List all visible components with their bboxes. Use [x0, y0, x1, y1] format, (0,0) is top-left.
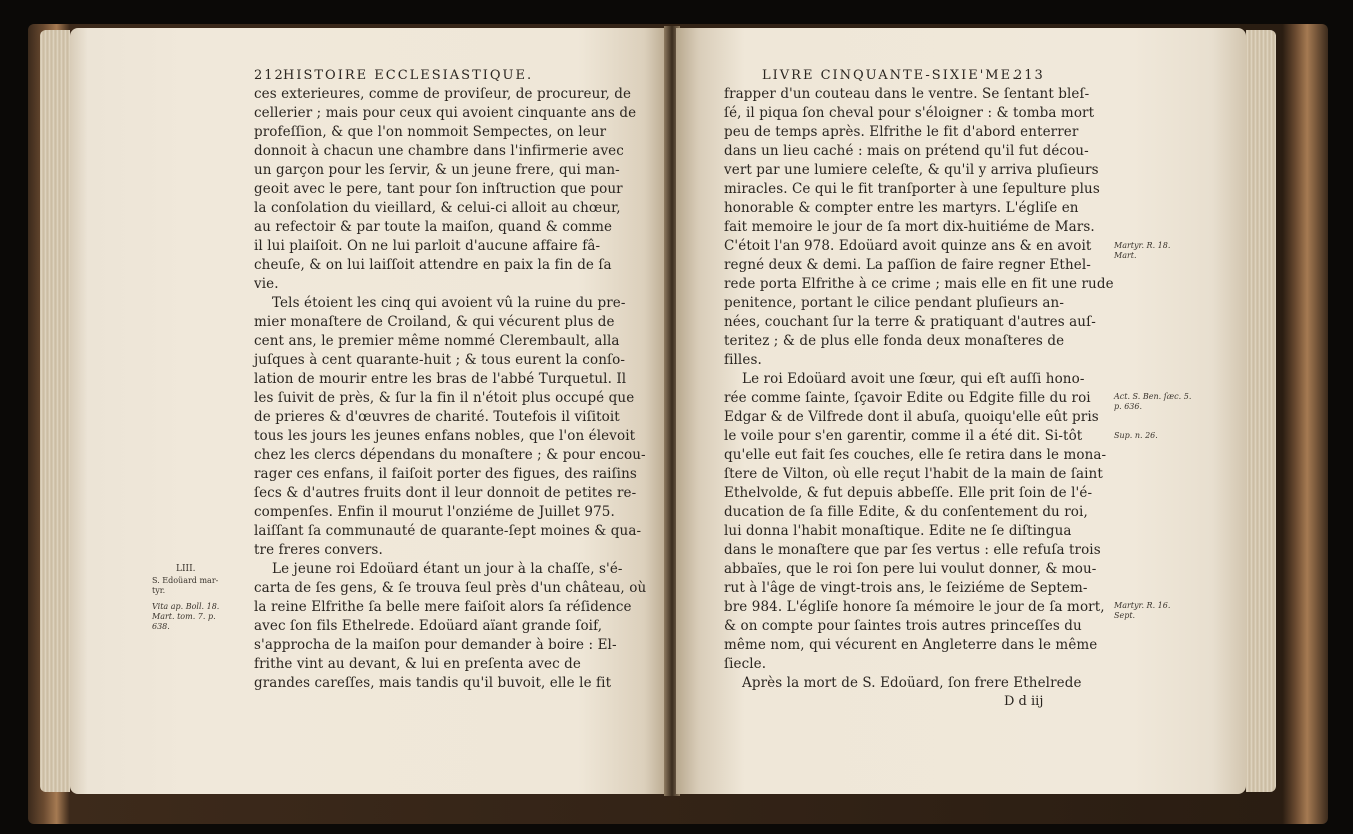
text-line: grandes careſſes, mais tandis qu'il buvoit, elle le fit	[254, 675, 612, 691]
margin-note-reference: Vita ap. Boll. 18.	[152, 602, 220, 611]
text-line: mier monaſtere de Croiland, & qui vécurent plus de	[254, 314, 615, 330]
text-line: juſques à cent quarante-huit ; & tous eurent la conſo-	[254, 352, 625, 368]
text-line: Le roi Edoüard avoit une ſœur, qui eſt auſſi hono-	[742, 371, 1085, 387]
margin-note-subject: tyr.	[152, 586, 166, 595]
left-page-edges	[40, 30, 70, 792]
text-line: ſé, il piqua ſon cheval pour s'éloigner : & tomba mort	[724, 105, 1095, 121]
text-line: penitence, portant le cilice pendant pluſieurs an-	[724, 295, 1065, 311]
text-line: qu'elle eut fait ſes couches, elle ſe retira dans le mona-	[724, 447, 1107, 463]
text-line: même nom, qui vécurent en Angleterre dans le même	[724, 637, 1098, 653]
text-line: Edgar & de Vilfrede dont il abuſa, quoiqu'elle eût pris	[724, 409, 1099, 425]
text-line: lation de mourir entre les bras de l'abbé Turquetul. Il	[254, 371, 627, 387]
text-line: vert par une lumiere celeſte, & qu'il y arriva pluſieurs	[724, 162, 1099, 178]
margin-note-reference: Martyr. R. 18.	[1114, 241, 1171, 250]
margin-note-reference: Sept.	[1114, 611, 1136, 620]
text-line: le voile pour s'en garentir, comme il a été dit. Si-tôt	[724, 428, 1083, 444]
text-line: miracles. Ce qui le fit tranſporter à une ſepulture plus	[724, 181, 1100, 197]
margin-note-reference: Act. S. Ben. ſæc. 5.	[1114, 392, 1192, 401]
margin-note-reference: p. 636.	[1114, 402, 1143, 411]
text-line: cheuſe, & on lui laiſſoit attendre en paix la fin de ſa	[254, 257, 612, 273]
left-running-title: HISTOIRE ECCLESIASTIQUE.	[283, 68, 534, 83]
right-page-edges	[1246, 30, 1276, 792]
margin-note-reference: Sup. n. 26.	[1114, 431, 1158, 440]
text-line: honorable & compter entre les martyrs. L'égliſe en	[724, 200, 1079, 216]
text-line: frithe vint au devant, & lui en preſenta avec de	[254, 656, 581, 672]
text-line: teritez ; & de plus elle fonda deux monaſteres de	[724, 333, 1065, 349]
text-line: rée comme ſainte, ſçavoir Edite ou Edgite fille du roi	[724, 390, 1091, 406]
margin-note-subject: S. Edoüard mar-	[152, 576, 219, 585]
text-line: vie.	[254, 276, 279, 292]
text-line: donnoit à chacun une chambre dans l'infirmerie avec	[254, 143, 624, 159]
text-line: fait memoire le jour de ſa mort dix-huitiéme de Mars.	[724, 219, 1095, 235]
text-line: compenſes. Enfin il mourut l'onziéme de Juillet 975.	[254, 504, 615, 520]
text-line: nées, couchant ſur la terre & pratiquant d'autres auſ-	[724, 314, 1096, 330]
text-line: bre 984. L'égliſe honore ſa mémoire le jour de ſa mort,	[724, 599, 1105, 615]
margin-note-reference: Mart. tom. 7. p.	[152, 612, 216, 621]
text-line: laiſſant ſa communauté de quarante-ſept moines & qua-	[254, 523, 642, 539]
text-line: peu de temps après. Elfrithe le fit d'abord enterrer	[724, 124, 1079, 140]
text-line: ces exterieures, comme de proviſeur, de procureur, de	[254, 86, 632, 102]
right-page-number: 213	[1014, 68, 1045, 83]
text-line: rut à l'âge de vingt-trois ans, le ſeiziéme de Septem-	[724, 580, 1088, 596]
text-line: Ethelvolde, & fut depuis abbeſſe. Elle prit ſoin de l'é-	[724, 485, 1093, 501]
text-line: Le jeune roi Edoüard étant un jour à la chaſſe, s'é-	[272, 561, 623, 577]
text-line: il lui plaiſoit. On ne lui parloit d'aucune affaire fâ-	[254, 238, 601, 254]
text-line: C'étoit l'an 978. Edoüard avoit quinze ans & en avoit	[724, 238, 1092, 254]
text-line: dans le monaſtere que par ſes vertus : elle refuſa trois	[724, 542, 1101, 558]
right-page	[676, 28, 1246, 794]
text-line: avec ſon fils Ethelrede. Edoüard aïant grande ſoif,	[254, 618, 603, 634]
text-line: cellerier ; mais pour ceux qui avoient cinquante ans de	[254, 105, 637, 121]
text-line: de prieres & d'œuvres de charité. Toutefois il viſitoit	[254, 409, 620, 425]
text-line: lui donna l'habit monaſtique. Edite ne ſe diſtingua	[724, 523, 1072, 539]
text-line: dans un lieu caché : mais on prétend qu'il fut décou-	[724, 143, 1089, 159]
text-line: ſtere de Vilton, où elle reçut l'habit de la main de ſaint	[724, 466, 1103, 482]
text-line: & on compte pour ſaintes trois autres princeſſes du	[724, 618, 1082, 634]
right-running-title: LIVRE CINQUANTE-SIXIE'ME.	[762, 68, 1019, 83]
text-line: la conſolation du vieillard, & celui-ci alloit au chœur,	[254, 200, 621, 216]
text-line: cent ans, le premier même nommé Clerembault, alla	[254, 333, 620, 349]
text-line: Tels étoient les cinq qui avoient vû la ruine du pre-	[272, 295, 626, 311]
text-line: filles.	[724, 352, 762, 368]
text-line: ſecs & d'autres fruits dont il leur donnoit de petites re-	[254, 485, 637, 501]
text-line: chez les clercs dépendans du monaſtere ; & pour encou-	[254, 447, 646, 463]
text-line: tre freres convers.	[254, 542, 383, 558]
signature-mark: D d iij	[1004, 694, 1044, 709]
margin-note-reference: Mart.	[1114, 251, 1137, 260]
text-line: geoit avec le pere, tant pour ſon inſtruction que pour	[254, 181, 623, 197]
text-line: tous les jours les jeunes enfans nobles, que l'on élevoit	[254, 428, 636, 444]
margin-note-reference: Martyr. R. 16.	[1114, 601, 1171, 610]
text-line: la reine Elfrithe ſa belle mere faiſoit alors ſa réſidence	[254, 599, 632, 615]
text-line: rager ces enfans, il faiſoit porter des figues, des raiſins	[254, 466, 637, 482]
margin-note-reference: 638.	[152, 622, 170, 631]
margin-note-section: LIII.	[176, 564, 196, 574]
text-line: s'approcha de la maiſon pour demander à boire : El-	[254, 637, 617, 653]
text-line: regné deux & demi. La paſſion de faire regner Ethel-	[724, 257, 1091, 273]
text-line: profeſſion, & que l'on nommoit Sempectes, on leur	[254, 124, 607, 140]
text-line: rede porta Elfrithe à ce crime ; mais elle en fit une rude	[724, 276, 1114, 292]
text-line: ſiecle.	[724, 656, 767, 672]
text-line: au refectoir & par toute la maiſon, quand & comme	[254, 219, 613, 235]
text-line: un garçon pour les ſervir, & un jeune frere, qui man-	[254, 162, 620, 178]
text-line: les ſuivit de près, & ſur la fin il n'étoit plus occupé que	[254, 390, 635, 406]
text-line: ducation de ſa fille Edite, & du conſentement du roi,	[724, 504, 1088, 520]
left-page-number: 212	[254, 68, 285, 83]
text-line: frapper d'un couteau dans le ventre. Se ſentant bleſ-	[724, 86, 1090, 102]
text-line: abbaïes, que le roi ſon pere lui voulut donner, & mou-	[724, 561, 1097, 577]
left-page	[70, 28, 668, 794]
text-line: Après la mort de S. Edoüard, ſon frere Ethelrede	[742, 675, 1082, 691]
text-line: carta de ſes gens, & ſe trouva ſeul près d'un château, où	[254, 580, 647, 596]
